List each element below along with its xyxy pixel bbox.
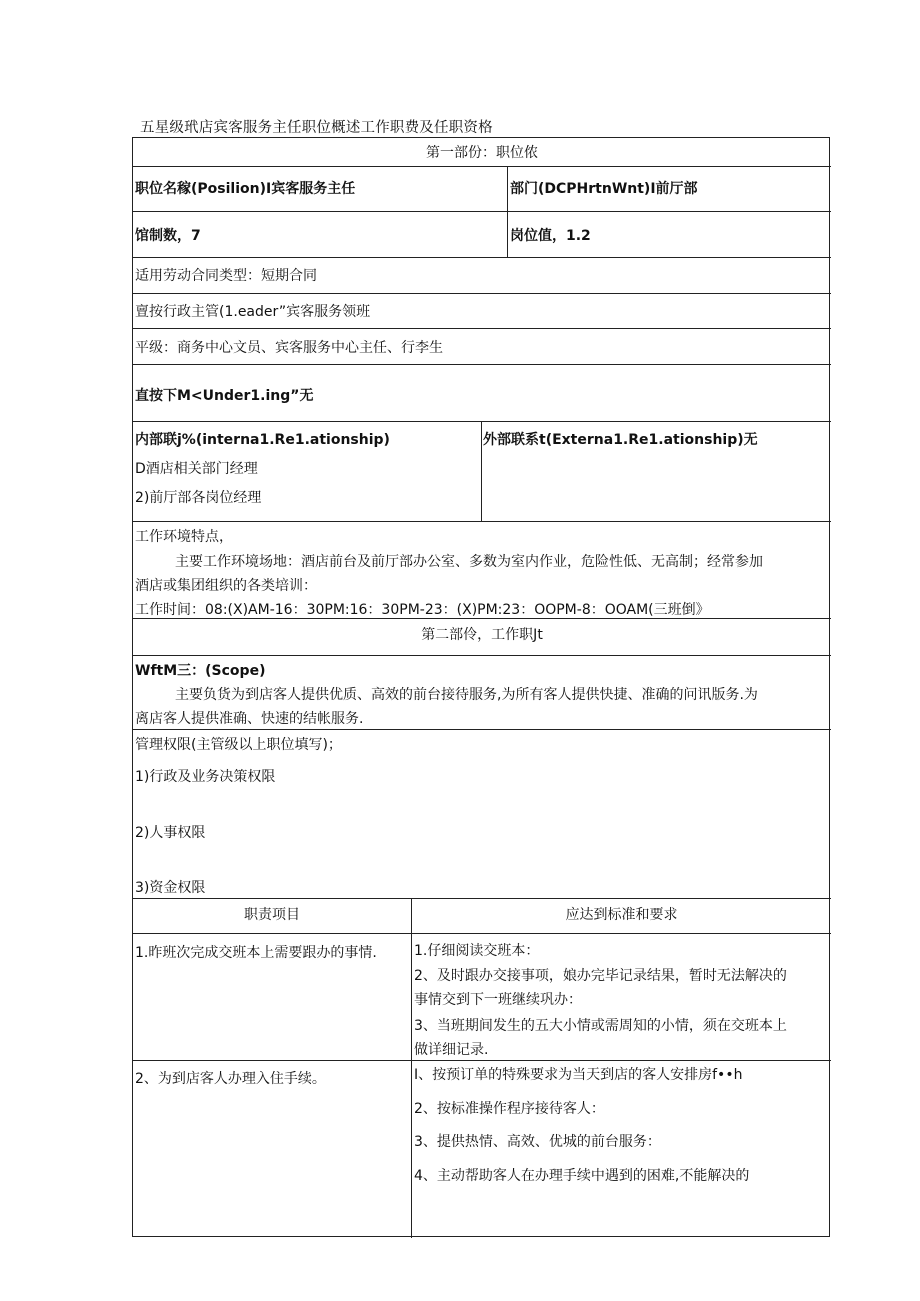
duty-standard: 做详细记录. — [414, 1042, 489, 1058]
authority-label: 管理权限(主管级以上职位填写)； — [135, 737, 342, 753]
contract-type: 适用劳动合同类型：短期合同 — [135, 268, 317, 284]
row-divider — [133, 521, 831, 522]
internal-relationship-item: D酒店相关部门经理 — [135, 461, 258, 477]
part1-heading: 第一部份：职位侬 — [426, 145, 538, 161]
row-divider — [133, 729, 831, 730]
duty-standard: 3、提供热情、高效、优城的前台服务： — [414, 1134, 661, 1150]
row-divider — [133, 655, 831, 656]
duty-standard: 事情交到下一班继续巩办： — [414, 992, 582, 1008]
internal-relationship-item: 2)前厅部各岗位经理 — [135, 490, 262, 506]
scope-label: WftM三：(Scope) — [135, 663, 266, 679]
row-divider — [133, 257, 831, 258]
scope-text: 主要负货为到店客人提供优质、高效的前台接待服务,为所有客人提供快捷、准确的问讯版务.为 — [175, 687, 758, 703]
peer-positions: 平级：商务中心文员、宾客服务中心主任、行李生 — [135, 340, 443, 356]
duty-item: 1.昨班次完成交班本上需要跟办的事情. — [135, 945, 377, 961]
internal-relationship-label: 内部联j%(interna1.Re1.ationship) — [135, 432, 390, 448]
authority-item: 3)资金权限 — [135, 880, 206, 896]
environment-text: 酒店或集团组织的各类培训： — [135, 578, 317, 594]
part2-heading: 第二部伶，工作职Jt — [421, 627, 543, 643]
row-divider — [133, 328, 831, 329]
row-divider — [133, 293, 831, 294]
column-divider — [507, 166, 508, 257]
headcount: 馆制数，7 — [135, 228, 201, 244]
row-divider — [133, 211, 831, 212]
row-divider — [133, 898, 831, 899]
duty-item: 2、为到店客人办理入住手续。 — [135, 1071, 326, 1087]
position-name: 职位名稼(Posilion)I宾客服务主任 — [135, 181, 356, 197]
document-title: 五星级玳店宾客服务主任职位概述工作职费及任职资格 — [140, 120, 493, 136]
row-divider — [133, 1060, 831, 1061]
row-divider — [133, 421, 831, 422]
duty-standard: 4、主动帮助客人在办理手续中遇到的困难,不能解决的 — [414, 1168, 750, 1184]
column-divider — [481, 421, 482, 521]
column-divider — [411, 898, 412, 1238]
duty-standard: 3、当班期间发生的五大小情或需周知的小情，须在交班本上 — [414, 1018, 787, 1034]
environment-label: 工作环境特点， — [135, 529, 233, 545]
row-divider — [133, 933, 831, 934]
position-value: 岗位值，1.2 — [510, 228, 591, 244]
department: 部门(DCPHrtnWnt)I前厅部 — [510, 181, 698, 197]
row-divider — [133, 166, 831, 167]
environment-text: 主要工作环境场地：酒店前台及前厅部办公室、多数为室内作业，危险性低、无高制；经常参加 — [175, 554, 763, 570]
direct-supervisor: 亶按行政主管(1.eader”宾客服务领班 — [135, 304, 371, 320]
authority-item: 2)人事权限 — [135, 825, 206, 841]
authority-item: 1)行政及业务决策权限 — [135, 769, 276, 785]
duty-standard: 1.仔细阅读交班本： — [414, 943, 540, 959]
direct-subordinates: 直按下M<Under1.ing”无 — [135, 388, 314, 404]
duty-standard: 2、及时跟办交接事项，娘办完毕记录结果，暂时无法解决的 — [414, 968, 787, 984]
scope-text: 离店客人提供准确、快速的结帐服务. — [135, 711, 364, 727]
duties-column-header: 职责项目 — [244, 907, 300, 923]
duty-standard: I、按预订单的特殊要求为当天到店的客人安排房f••h — [414, 1067, 743, 1083]
job-description-table — [132, 137, 830, 1237]
external-relationship: 外部联系t(Externa1.Re1.ationship)无 — [483, 432, 758, 448]
standards-column-header: 应达到标准和要求 — [565, 907, 678, 923]
row-divider — [133, 364, 831, 365]
job-description-table-frame — [132, 137, 830, 1184]
duty-standard: 2、按标准操作程序接待客人： — [414, 1101, 605, 1117]
working-hours: 工作时间：08:(X)AM-16：30PM:16：30PM-23：(X)PM:23：OOPM-8：OOAM(三班倒》 — [135, 602, 710, 618]
